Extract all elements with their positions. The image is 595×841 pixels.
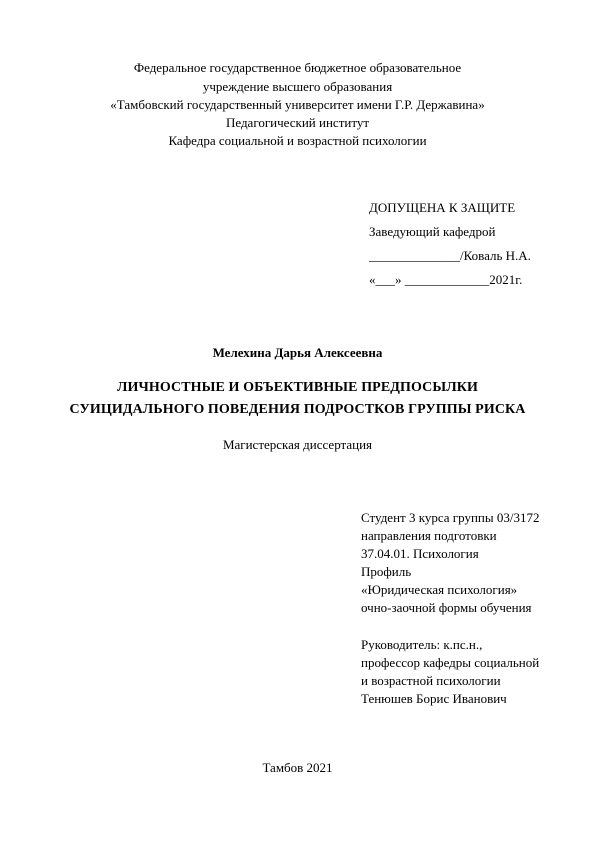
author-name: Мелехина Дарья Алексеевна bbox=[212, 345, 383, 360]
header-line-university: «Тамбовский государственный университет имени Г.Р. Державина» bbox=[110, 97, 485, 112]
supervisor-department: и возрастной психологии bbox=[361, 673, 501, 688]
student-info-course: Студент 3 курса группы 03/3172 bbox=[361, 510, 540, 525]
thesis-title-line2: СУИЦИДАЛЬНОГО ПОВЕДЕНИЯ ПОДРОСТКОВ ГРУППЫ РИСКА bbox=[69, 402, 526, 417]
header-line-institute: Педагогический институт bbox=[225, 115, 370, 130]
student-info-profile-name: «Юридическая психология» bbox=[361, 582, 518, 597]
student-info-profile-label: Профиль bbox=[361, 564, 412, 579]
approval-signature: ______________/Коваль Н.А. bbox=[369, 248, 531, 263]
approval-title: ДОПУЩЕНА К ЗАЩИТЕ bbox=[369, 200, 516, 215]
header-line-ministry: Федеральное государственное бюджетное образовательное bbox=[133, 60, 462, 75]
place-and-year: Тамбов 2021 bbox=[262, 760, 333, 775]
student-info-study-form: очно-заочной формы обучения bbox=[361, 600, 532, 615]
supervisor-name: Тенюшев Борис Иванович bbox=[361, 691, 507, 706]
thesis-type: Магистерская диссертация bbox=[222, 437, 373, 452]
header-line-department: Кафедра социальной и возрастной психологии bbox=[168, 133, 427, 148]
student-info-direction-code: 37.04.01. Психология bbox=[361, 546, 479, 561]
supervisor-position: профессор кафедры социальной bbox=[361, 655, 540, 670]
thesis-title-line1: ЛИЧНОСТНЫЕ И ОБЪЕКТИВНЫЕ ПРЕДПОСЫЛКИ bbox=[116, 380, 478, 395]
student-info-direction-label: направления подготовки bbox=[361, 528, 497, 543]
approval-date: «___» _____________2021г. bbox=[369, 272, 523, 287]
supervisor-degree: Руководитель: к.пс.н., bbox=[361, 637, 483, 652]
approval-role: Заведующий кафедрой bbox=[369, 224, 496, 239]
header-line-institution-type: учреждение высшего образования bbox=[202, 79, 393, 94]
